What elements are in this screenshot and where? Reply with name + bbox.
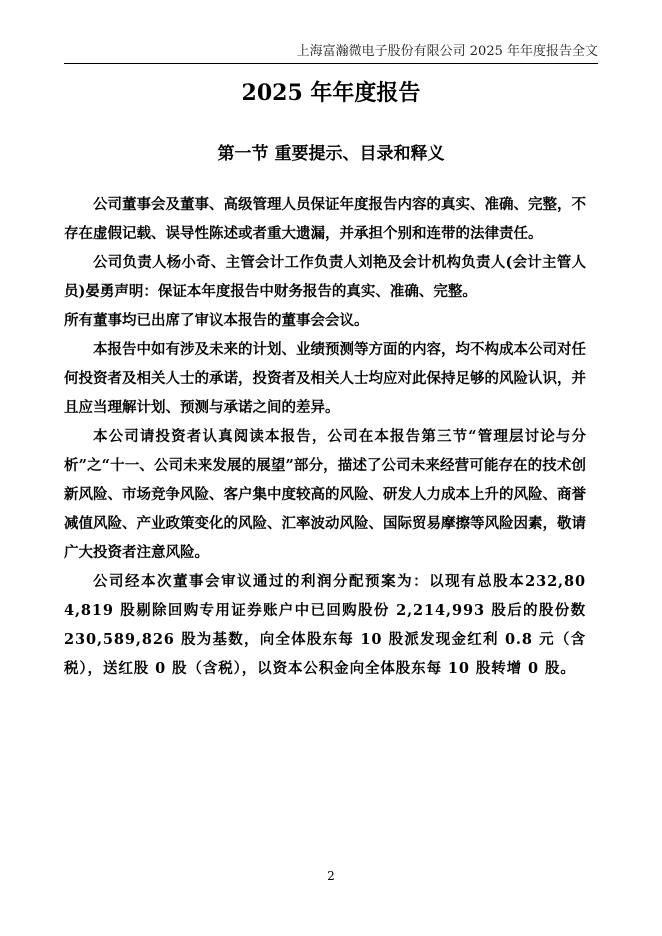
paragraph-forward-looking: 本报告中如有涉及未来的计划、业绩预测等方面的内容，均不构成本公司对任何投资者及相关人士的承诺，投资者及相关人士均应对此保持足够的风险认识，并且应当理解计划、预测与承诺之间的差异。 bbox=[64, 341, 586, 416]
running-header: 上海富瀚微电子股份有限公司 2025 年年度报告全文 bbox=[296, 44, 598, 59]
page-number: 2 bbox=[327, 869, 335, 883]
paragraph-risk-factors: 本公司请投资者认真阅读本报告，公司在本报告第三节“管理层讨论与分析”之“十一、公司未来发展的展望”部分，描述了公司未来经营可能存在的技术创新风险、市场竞争风险、客户集中度较高的风险、研发人力成本上升的风险、商誉减值风险、产业政策变化的风险、汇率波动风险、国际贸易摩擦等风险因素，敬请广大投资者注意风险。 bbox=[64, 428, 586, 561]
body-text bbox=[64, 190, 586, 683]
paragraph-director-attendance: 所有董事均已出席了审议本报告的董事会会议。 bbox=[64, 312, 369, 329]
section-title: 第一节 重要提示、目录和释义 bbox=[217, 144, 445, 164]
paragraph-responsible-persons: 公司负责人杨小奇、主管会计工作负责人刘艳及会计机构负责人(会计主管人员)晏勇声明：保证本年度报告中财务报告的真实、准确、完整。 bbox=[64, 254, 586, 300]
header-rule bbox=[64, 63, 598, 64]
document-title: 2025 年年度报告 bbox=[241, 80, 421, 106]
paragraph-board-guarantee: 公司董事会及董事、高级管理人员保证年度报告内容的真实、准确、完整，不存在虚假记载、误导性陈述或者重大遗漏，并承担个别和连带的法律责任。 bbox=[64, 196, 586, 242]
paragraph-profit-distribution: 公司经本次董事会审议通过的利润分配预案为：以现有总股本232,804,819 股剔除回购专用证券账户中已回购股份 2,214,993 股后的股份数 230,589,826 股为基数，向全体股东每 10 股派发现金红利 0.8 元（含税），送红股 0 股（含税），以资本公积金向全体股东每 10 股转增 0 股。 bbox=[64, 573, 586, 677]
